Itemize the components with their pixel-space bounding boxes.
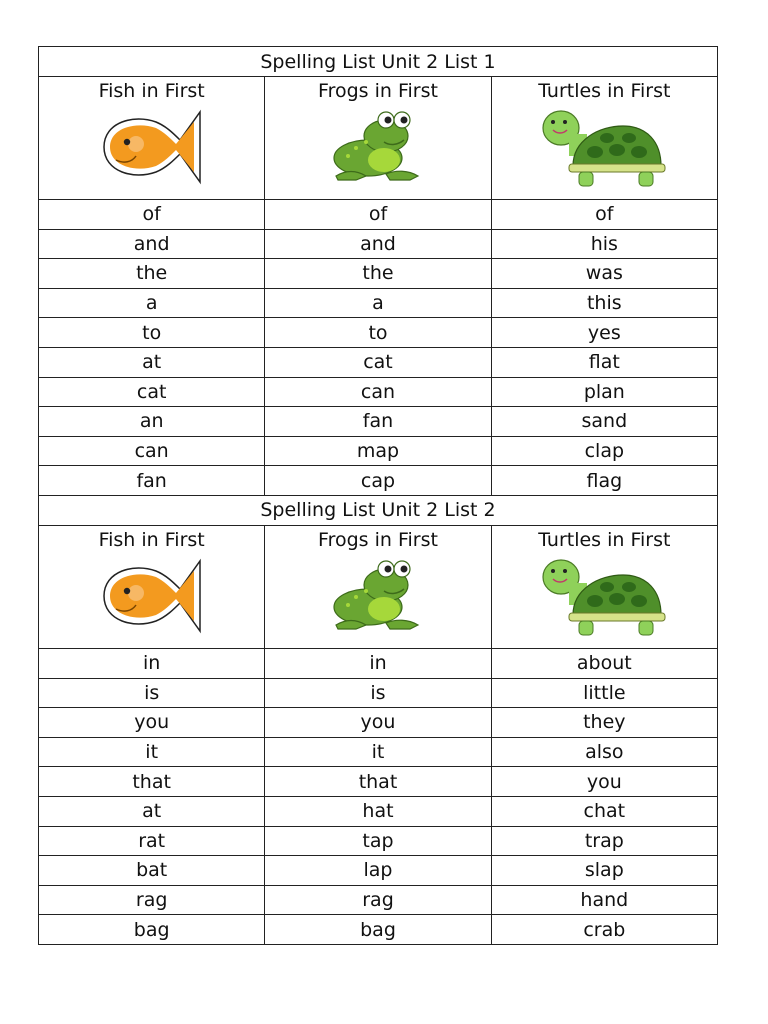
spelling-word: lap [265,856,491,886]
group-name: Frogs in First [318,80,438,102]
spelling-word: fan [265,407,491,437]
spelling-word: little [491,678,717,708]
spelling-word: a [265,288,491,318]
spelling-word: rat [39,826,265,856]
group-header-row [39,77,718,200]
spelling-word: cat [265,347,491,377]
spelling-word: bag [39,915,265,945]
group-name: Turtles in First [538,80,671,102]
spelling-word: of [491,200,717,230]
spelling-word: bat [39,856,265,886]
spelling-word: rag [39,885,265,915]
group-header [39,77,265,200]
list-title: Spelling List Unit 2 List 1 [39,47,718,77]
spelling-word: they [491,708,717,738]
spelling-word: flag [491,466,717,496]
word-row [39,826,718,856]
word-row [39,347,718,377]
word-row [39,767,718,797]
group-header [39,525,265,648]
spelling-word: in [265,648,491,678]
word-row [39,436,718,466]
group-header [265,525,491,648]
frog-icon [326,557,430,635]
word-row [39,466,718,496]
frog-icon [326,108,430,186]
list-title-row [39,47,718,77]
spelling-word: his [491,229,717,259]
spelling-word: was [491,259,717,289]
spelling-word: hat [265,796,491,826]
spelling-word: sand [491,407,717,437]
word-row [39,885,718,915]
word-row [39,708,718,738]
list-title-row [39,495,718,525]
spelling-word: that [39,767,265,797]
spelling-word: is [39,678,265,708]
spelling-word: can [39,436,265,466]
goldfish-icon [96,108,208,186]
spelling-lists-sheet [38,46,718,945]
group-header [491,525,717,648]
spelling-word: clap [491,436,717,466]
spelling-word: of [39,200,265,230]
word-row [39,407,718,437]
spelling-word: a [39,288,265,318]
spelling-word: that [265,767,491,797]
spelling-word: chat [491,796,717,826]
group-name: Fish in First [98,80,205,102]
spelling-word: slap [491,856,717,886]
list-title: Spelling List Unit 2 List 2 [39,495,718,525]
word-row [39,737,718,767]
spelling-word: tap [265,826,491,856]
group-header-row [39,525,718,648]
spelling-word: the [39,259,265,289]
word-row [39,200,718,230]
word-row [39,318,718,348]
spelling-word: in [39,648,265,678]
spelling-word: to [39,318,265,348]
spelling-word: you [265,708,491,738]
spelling-word: you [491,767,717,797]
goldfish-icon [96,557,208,635]
word-row [39,856,718,886]
spelling-word: crab [491,915,717,945]
spelling-word: trap [491,826,717,856]
spelling-word: of [265,200,491,230]
turtle-icon [539,108,669,192]
turtle-icon [539,557,669,641]
spelling-word: hand [491,885,717,915]
group-name: Fish in First [98,528,205,551]
word-row [39,259,718,289]
word-row [39,377,718,407]
spelling-word: yes [491,318,717,348]
group-header [265,77,491,200]
word-row [39,915,718,945]
spelling-word: and [265,229,491,259]
word-row [39,288,718,318]
word-row [39,648,718,678]
spelling-word: it [39,737,265,767]
spelling-word: at [39,796,265,826]
word-row [39,229,718,259]
spelling-word: cap [265,466,491,496]
word-row [39,678,718,708]
spelling-word: also [491,737,717,767]
spelling-word: cat [39,377,265,407]
spelling-word: bag [265,915,491,945]
spelling-word: flat [491,347,717,377]
group-header [491,77,717,200]
spelling-word: the [265,259,491,289]
group-name: Turtles in First [538,528,671,551]
word-row [39,796,718,826]
spelling-word: and [39,229,265,259]
spelling-word: map [265,436,491,466]
spelling-word: to [265,318,491,348]
spelling-word: you [39,708,265,738]
spelling-word: can [265,377,491,407]
spelling-word: it [265,737,491,767]
spelling-word: rag [265,885,491,915]
spelling-word: at [39,347,265,377]
spelling-table [38,46,718,945]
spelling-word: an [39,407,265,437]
spelling-word: fan [39,466,265,496]
spelling-word: plan [491,377,717,407]
spelling-word: is [265,678,491,708]
spelling-word: about [491,648,717,678]
group-name: Frogs in First [318,528,438,551]
spelling-word: this [491,288,717,318]
